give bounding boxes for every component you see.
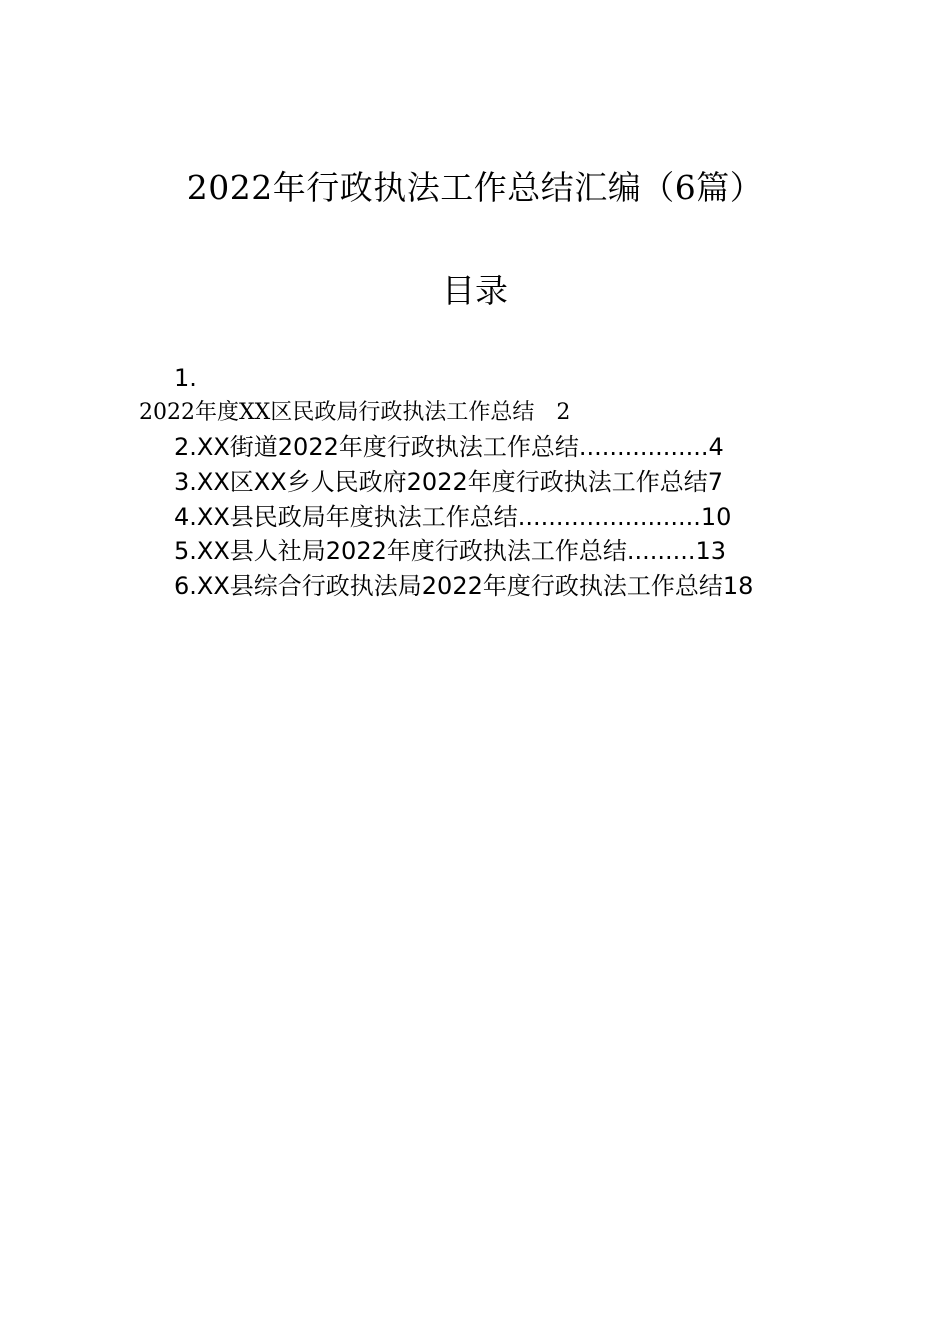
toc-entry-4[interactable]: 4.XX县民政局年度执法工作总结........................10 <box>174 503 732 531</box>
toc-entry-1[interactable] <box>139 397 570 429</box>
toc-entry-1-page: 2 <box>556 400 571 425</box>
toc-entry-6[interactable]: 6.XX县综合行政执法局2022年度行政执法工作总结18 <box>174 572 754 600</box>
toc-entry-2[interactable]: 2.XX街道2022年度行政执法工作总结.................4 <box>174 433 724 461</box>
toc-entry-1-number[interactable]: 1. <box>174 364 197 392</box>
toc-entry-5[interactable]: 5.XX县人社局2022年度行政执法工作总结.........13 <box>174 537 727 565</box>
document-title: 2022年行政执法工作总结汇编（6篇） <box>186 168 764 207</box>
toc-entry-3[interactable]: 3.XX区XX乡人民政府2022年度行政执法工作总结7 <box>174 468 724 496</box>
toc-heading: 目录 <box>442 271 508 310</box>
toc-entry-1-title: 2022年度XX区民政局行政执法工作总结 <box>139 400 535 425</box>
